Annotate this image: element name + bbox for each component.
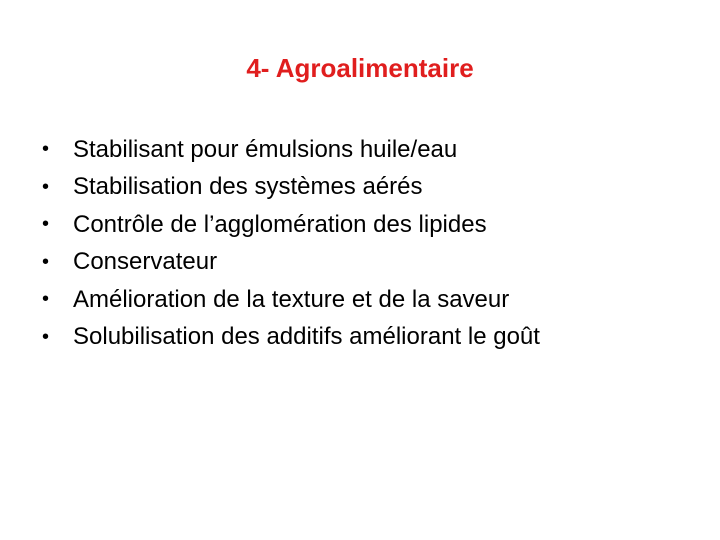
- bullet-text: Conservateur: [73, 248, 218, 276]
- bullet-item: [42, 206, 540, 244]
- bullet-list: [42, 131, 540, 356]
- bullet-icon: •: [42, 250, 50, 273]
- bullet-text: Stabilisant pour émulsions huile/eau: [73, 135, 458, 163]
- bullet-text: Solubilisation des additifs améliorant le goût: [73, 323, 540, 351]
- bullet-icon: •: [42, 175, 50, 198]
- bullet-icon: •: [42, 213, 50, 236]
- bullet-icon: •: [42, 138, 50, 161]
- bullet-item: [42, 319, 540, 357]
- bullet-item: [42, 244, 540, 282]
- bullet-item: [42, 281, 540, 319]
- slide-title: 4- Agroalimentaire: [246, 53, 474, 83]
- bullet-icon: •: [42, 325, 50, 348]
- bullet-icon: •: [42, 288, 50, 311]
- bullet-text: Stabilisation des systèmes aérés: [73, 173, 423, 201]
- bullet-item: [42, 131, 540, 169]
- bullet-item: [42, 169, 540, 207]
- bullet-text: Amélioration de la texture et de la saveur: [73, 285, 510, 313]
- bullet-text: Contrôle de l’agglomération des lipides: [73, 210, 487, 238]
